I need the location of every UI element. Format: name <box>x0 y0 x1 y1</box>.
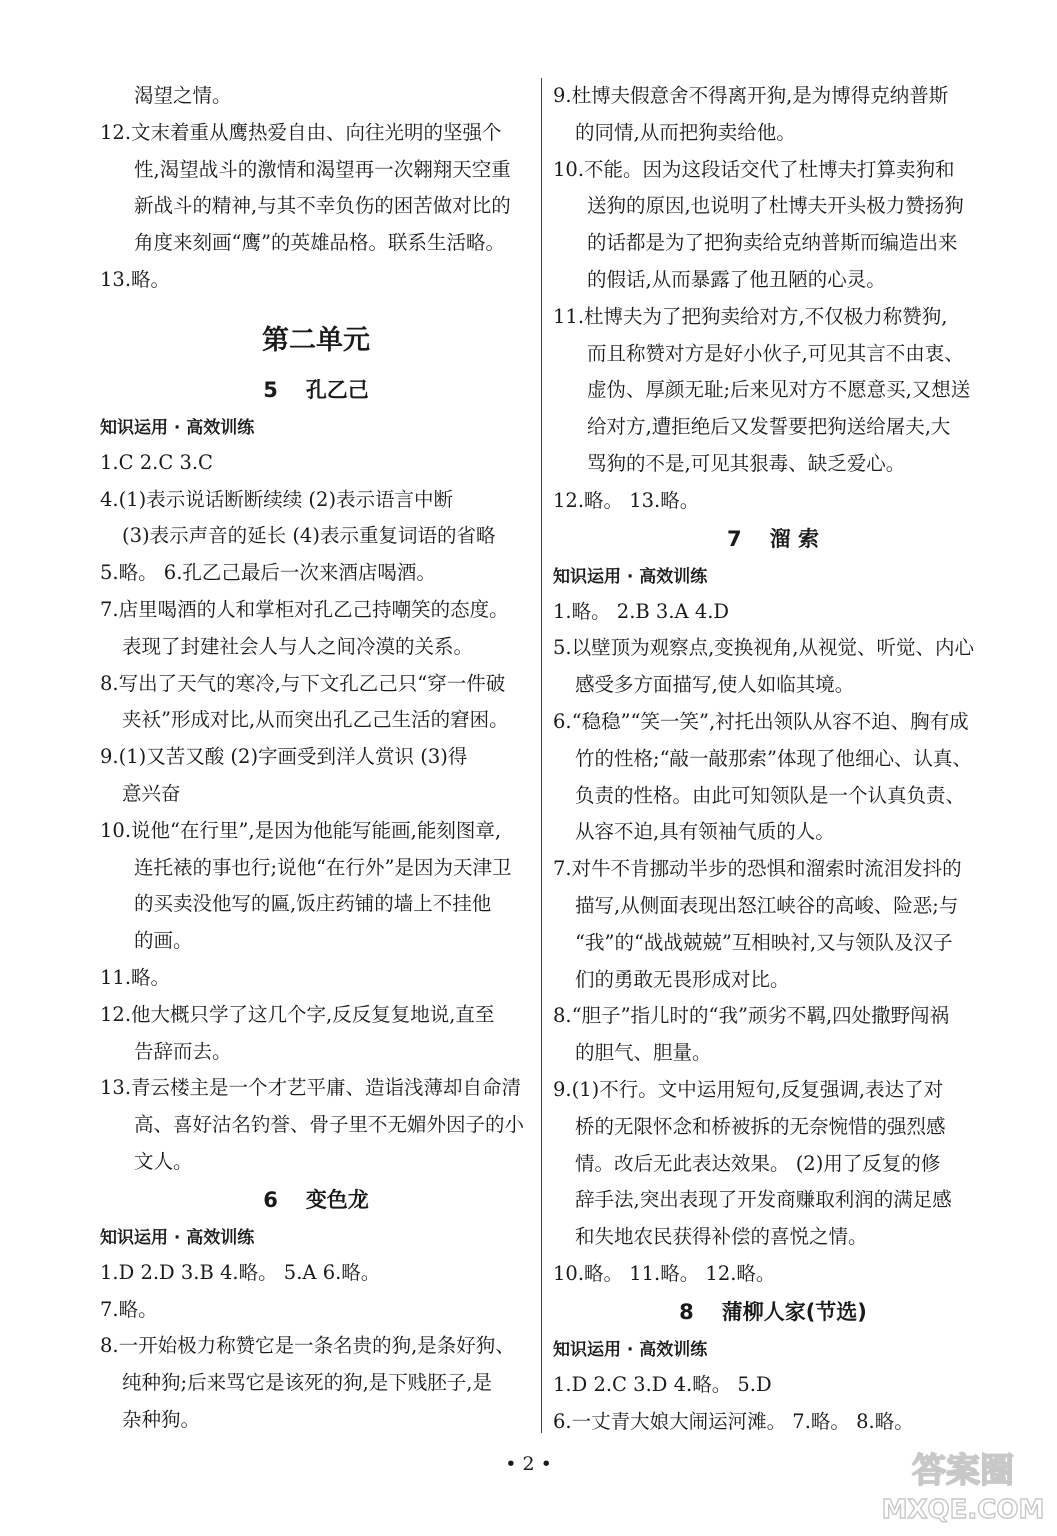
column-divider <box>541 78 542 1433</box>
answer-line: 9.杜博夫假意舍不得离开狗,是为博得克纳普斯 <box>553 84 949 107</box>
text-line: 而且称赞对方是好小伙子,可见其言不由衷、 <box>587 341 964 365</box>
text-line: 骂狗的不是,可见其狠毒、缺乏爱心。 <box>587 451 906 475</box>
answer-line: 8.写出了天气的寒冷,与下文孔乙己只“穿一件破 <box>100 671 506 695</box>
text-line: 新战斗的精神,与其不幸负伤的困苦做对比的 <box>134 194 511 218</box>
lesson-number: 6 <box>263 1187 278 1212</box>
lesson-number: 5 <box>263 377 278 402</box>
answer-line: 11.杜博夫为了把狗卖给对方,不仅极力称赞狗, <box>553 304 948 328</box>
answer-line: 5.以壁顶为观察点,变换视角,从视觉、听觉、内心 <box>553 636 975 660</box>
text-line: 连托裱的事也行;说他“在行外”是因为天津卫 <box>134 855 512 879</box>
right-column <box>553 78 993 1440</box>
answer-line: 6.“稳稳”“笑一笑”,衬托出领队从容不迫、胸有成 <box>553 709 969 733</box>
lesson-number: 7 <box>727 526 742 551</box>
answer-line: 12.他大概只学了这几个字,反反复复地说,直至 <box>100 1002 495 1026</box>
answer-line: 10.说他“在行里”,是因为他能写能画,能刻图章, <box>100 818 502 842</box>
lesson-name: 蒲柳人家(节选) <box>721 1299 867 1324</box>
text-line: 描写,从侧面表现出怒江峡谷的高峻、险恶;与 <box>575 893 959 917</box>
watermark-logo <box>881 1444 1045 1526</box>
text-line: “我”的“战战兢兢”互相映衬,又与领队及汉子 <box>575 930 953 954</box>
text-line: 辞手法,突出表现了开发商赚取利润的满足感 <box>575 1188 952 1212</box>
text-line: 的画。 <box>134 929 193 953</box>
answer-line: 7.店里喝酒的人和掌柜对孔乙己持嘲笑的态度。 <box>100 597 509 621</box>
text-line: 桥的无限怀念和桥被拆的无奈惋惜的强烈感 <box>575 1114 946 1138</box>
text-line: 纯种狗;后来骂它是该死的狗,是下贱胚子,是 <box>122 1371 492 1395</box>
answer-13: 13.略。 <box>100 267 171 291</box>
answer-line: 7.对牛不肯挪动半步的恐惧和溜索时流泪发抖的 <box>553 857 962 881</box>
answer-line: 9.(1)不行。文中运用短句,反复强调,表达了对 <box>553 1077 944 1101</box>
answer-line: 9.(1)又苦又酸 (2)字画受到洋人赏识 (3)得 <box>100 745 468 769</box>
answer-line: 1.略。 2.B 3.A 4.D <box>553 599 730 623</box>
text-line: 告辞而去。 <box>134 1039 232 1063</box>
lesson-name: 孔乙己 <box>305 377 369 402</box>
text-line: 虚伪、厚颜无耻;后来见对方不愿意买,又想送 <box>587 378 971 402</box>
text-line: 渴望之情。 <box>134 84 232 107</box>
text-line: 角度来刻画“鹰”的英雄品格。联系生活略。 <box>134 231 505 255</box>
lesson-number: 8 <box>679 1299 694 1324</box>
answer-line: 1.C 2.C 3.C <box>100 450 213 474</box>
watermark-text: 答案圈 <box>912 1451 1014 1491</box>
text-line: 送狗的原因,也说明了杜博夫开头极力赞扬狗 <box>587 194 964 218</box>
section-heading: 知识运用 · 高效训练 <box>100 1227 255 1248</box>
text-line: 竹的性格;“敲一敲那索”体现了他细心、认真、 <box>575 746 973 770</box>
text-line: 文人。 <box>134 1149 193 1173</box>
text-line: 意兴奋 <box>122 781 181 805</box>
page-number: • 2 • <box>505 1453 552 1475</box>
text-line: 负责的性格。由此可知领队是一个认真负责、 <box>575 783 966 807</box>
text-line: 高、喜好沽名钓誉、骨子里不无媚外因子的小 <box>134 1113 525 1137</box>
text-line: 的买卖没他写的匾,饭庄药铺的墙上不挂他 <box>134 892 492 916</box>
text-line: 们的勇敢无畏形成对比。 <box>575 967 790 991</box>
text-line: 情。改后无此表达效果。 (2)用了反复的修 <box>575 1151 941 1175</box>
text-line: 性,渴望战斗的激情和渴望再一次翱翔天空重 <box>134 157 511 181</box>
text-line: 的同情,从而把狗卖给他。 <box>575 120 796 144</box>
answer-line: 12.略。 13.略。 <box>553 488 700 512</box>
answer-line: 13.青云楼主是一个才艺平庸、造诣浅薄却自命清 <box>100 1076 522 1100</box>
answer-line: 4.(1)表示说话断断续续 (2)表示语言中断 <box>100 487 454 511</box>
unit-title: 第二单元 <box>262 324 370 356</box>
answer-line: 1.D 2.D 3.B 4.略。 5.A 6.略。 <box>100 1260 381 1284</box>
lesson-5-title <box>100 373 532 407</box>
text-line: 的话都是为了把狗卖给克纳普斯而编造出来 <box>587 231 958 255</box>
text-line: 从容不迫,具有领袖气质的人。 <box>575 820 835 844</box>
lesson-6-title <box>100 1183 532 1217</box>
answer-line: 11.略。 <box>100 965 171 989</box>
answer-line: 8.一开始极力称赞它是一条名贵的狗,是条好狗、 <box>100 1334 515 1358</box>
answer-line: 8.“胆子”指儿时的“我”顽劣不羁,四处撒野闯祸 <box>553 1004 950 1028</box>
answer-line: 7.略。 <box>100 1297 158 1321</box>
text-line: 表现了封建社会人与人之间冷漠的关系。 <box>122 634 474 658</box>
lesson-name: 变色龙 <box>305 1187 369 1212</box>
text-line: 夹袄”形成对比,从而突出孔乙己生活的窘困。 <box>122 708 509 732</box>
text-line: 的假话,从而暴露了他丑陋的心灵。 <box>587 267 886 291</box>
answer-line: 10.略。 11.略。 12.略。 <box>553 1261 776 1285</box>
left-column <box>100 78 532 1439</box>
text-line: 杂种狗。 <box>122 1407 201 1431</box>
answer-line: 1.D 2.C 3.D 4.略。 5.D <box>553 1372 772 1396</box>
text-line: 感受多方面描写,使人如临其境。 <box>575 673 855 697</box>
lesson-8-title <box>553 1295 993 1329</box>
answer-line: 6.一丈青大娘大闹运河滩。 7.略。 8.略。 <box>553 1409 914 1433</box>
section-heading: 知识运用 · 高效训练 <box>553 1339 708 1360</box>
lesson-name: 溜 索 <box>769 526 819 551</box>
lesson-7-title <box>553 522 993 556</box>
text-line: 给对方,遭拒绝后又发誓要把狗送给屠夫,大 <box>587 415 951 439</box>
text-line: 和失地农民获得补偿的喜悦之情。 <box>575 1225 868 1249</box>
answer-12: 12.文末着重从鹰热爱自由、向往光明的坚强个 <box>100 120 502 144</box>
text-line: 的胆气、胆量。 <box>575 1041 712 1065</box>
answer-line: 5.略。 6.孔乙己最后一次来酒店喝酒。 <box>100 561 436 585</box>
watermark-url: MXQE.COM <box>881 1495 1045 1525</box>
answer-line: 10.不能。因为这段话交代了杜博夫打算卖狗和 <box>553 157 955 181</box>
section-heading: 知识运用 · 高效训练 <box>553 566 708 587</box>
text-line: (3)表示声音的延长 (4)表示重复词语的省略 <box>122 524 496 548</box>
section-heading: 知识运用 · 高效训练 <box>100 417 255 438</box>
